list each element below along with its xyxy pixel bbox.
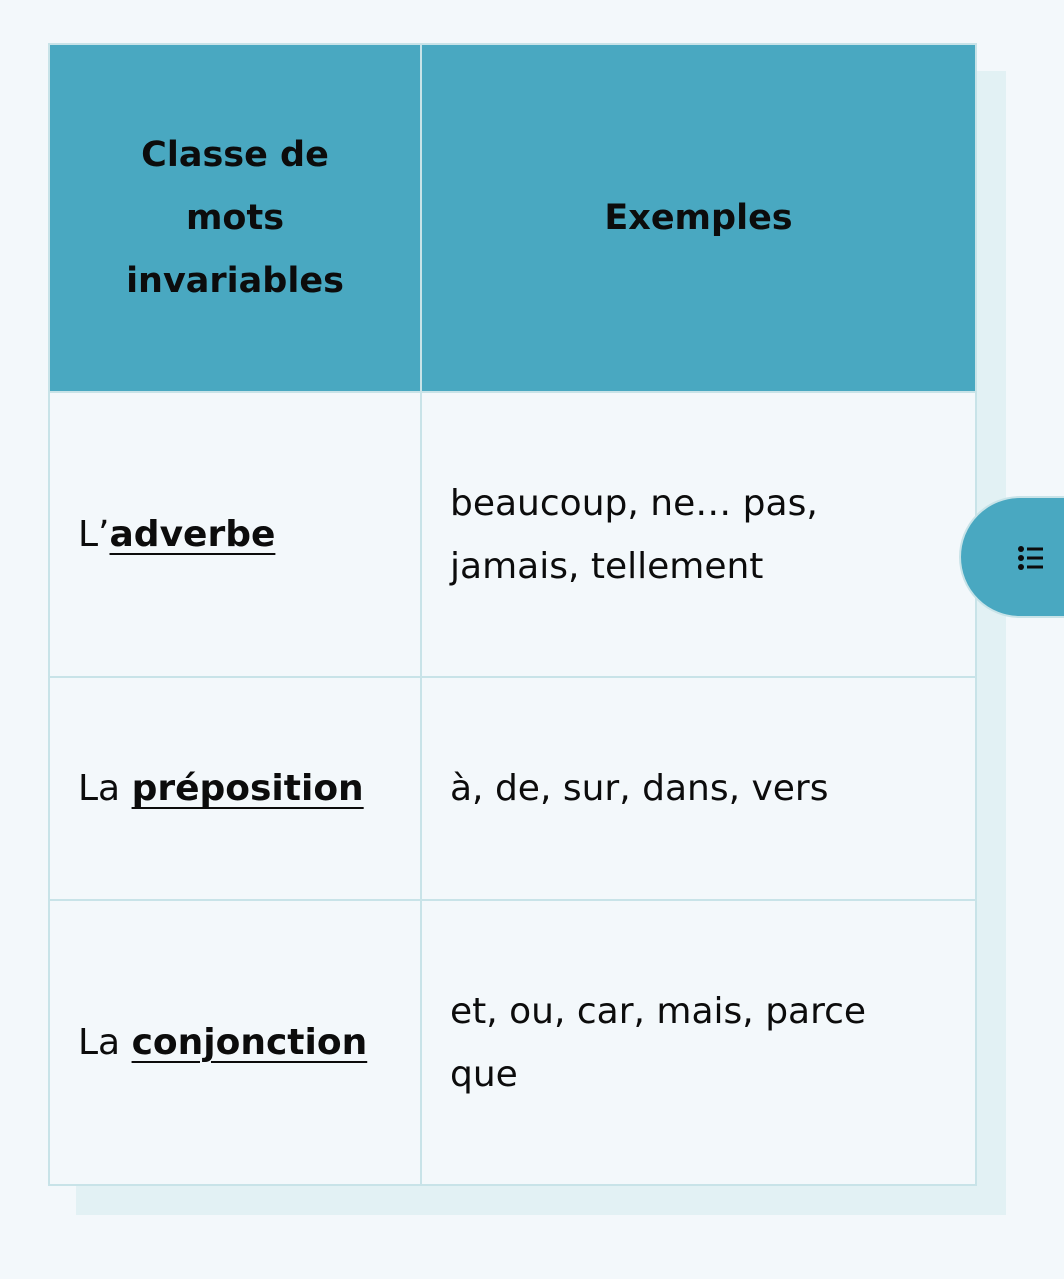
table-row — [49, 392, 976, 677]
word-class-table-container — [48, 43, 976, 1185]
header-examples: Exemples — [421, 44, 976, 392]
table-row — [49, 677, 976, 900]
word-class-cell — [49, 677, 421, 900]
examples-cell: beaucoup, ne… pas, jamais, tellement — [421, 392, 976, 677]
table-row — [49, 900, 976, 1185]
word-class-prefix: La — [78, 768, 132, 809]
table-header-row — [49, 44, 976, 392]
list-icon — [1017, 544, 1045, 572]
word-class-link-conjonction[interactable]: conjonction — [131, 1022, 368, 1063]
word-class-cell — [49, 900, 421, 1185]
word-class-table — [48, 43, 977, 1186]
word-class-link-adverbe[interactable]: adverbe — [109, 514, 276, 555]
word-class-prefix: L’ — [78, 514, 110, 555]
word-class-prefix: La — [78, 1022, 132, 1063]
word-class-cell — [49, 392, 421, 677]
examples-cell: et, ou, car, mais, parce que — [421, 900, 976, 1185]
header-word-class — [49, 44, 421, 392]
header-word-class-label: Classe de mots invariables — [126, 134, 344, 301]
examples-cell: à, de, sur, dans, vers — [421, 677, 976, 900]
word-class-link-preposition[interactable]: préposition — [131, 768, 364, 809]
